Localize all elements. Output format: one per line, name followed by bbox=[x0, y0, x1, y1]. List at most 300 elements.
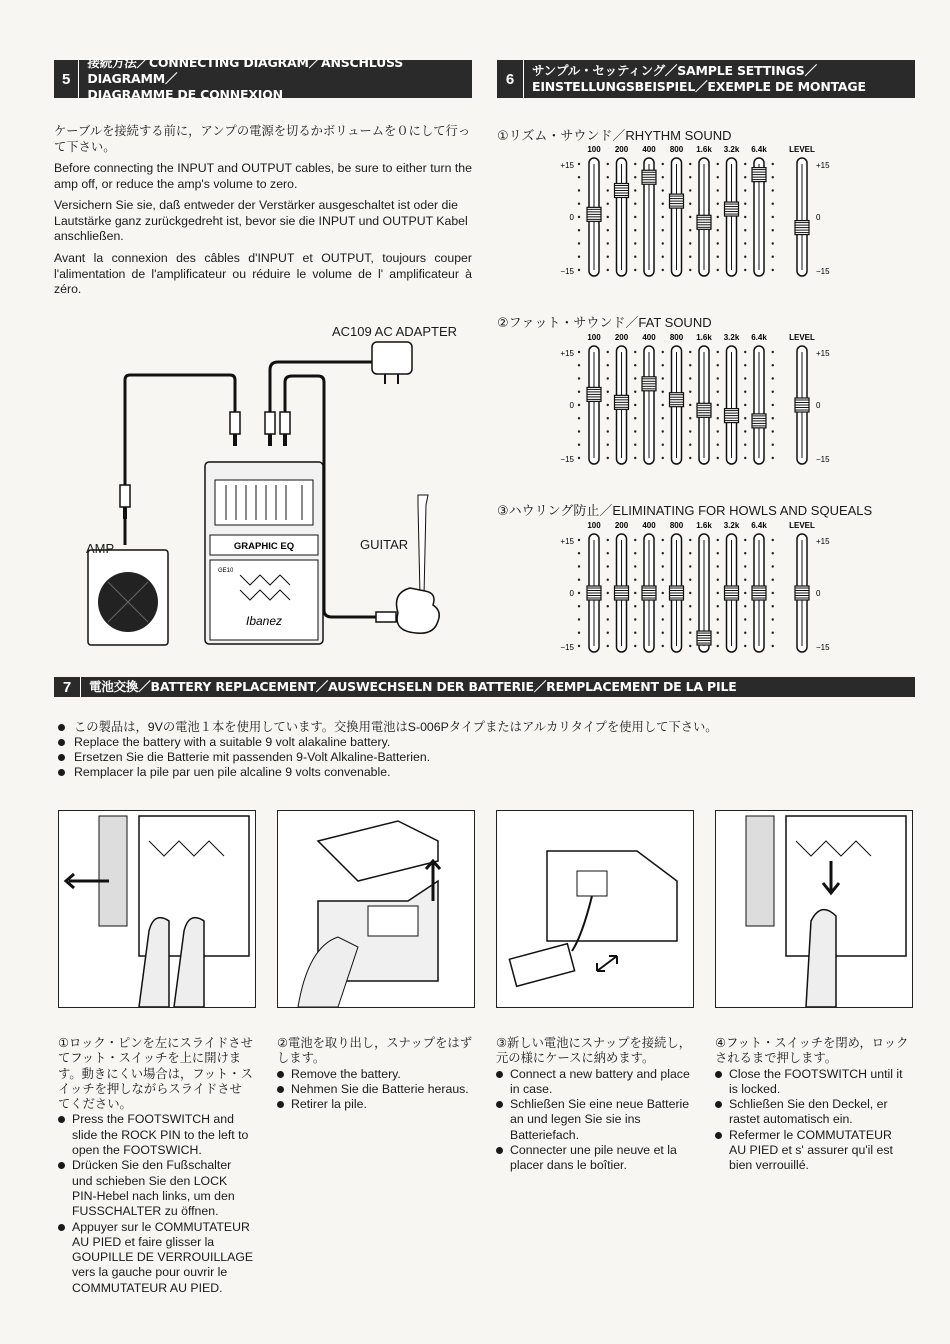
scale-dot bbox=[689, 444, 691, 446]
step-1-jp: ①ロック・ピンを左にスライドさせてフット・スイッチを上に開けます。動きにくい場合は，フット・スイッチを押しながらスライドさせてください。 bbox=[58, 1036, 253, 1112]
scale-dot bbox=[607, 605, 609, 607]
scale-dot bbox=[772, 592, 774, 594]
step-1-de: Drücken Sie den Fußschalter und schieben Sie den LOCK PIN-Hebel nach links, um den FUSSCHALTER zu öffnen. bbox=[58, 1158, 254, 1219]
scale-dot bbox=[607, 256, 609, 258]
section-6-number: 6 bbox=[497, 60, 524, 98]
scale-dot bbox=[772, 203, 774, 205]
scale-dot bbox=[662, 444, 664, 446]
section-6-header bbox=[497, 60, 915, 98]
band-slider-knob bbox=[752, 586, 766, 600]
freq-label: 200 bbox=[614, 145, 629, 154]
scale-dot bbox=[689, 618, 691, 620]
level-scale-label: +15 bbox=[816, 349, 830, 358]
scale-dot bbox=[578, 457, 580, 459]
scale-dot bbox=[717, 256, 719, 258]
scale-dot bbox=[772, 176, 774, 178]
level-scale-label: −15 bbox=[816, 643, 830, 652]
scale-dot bbox=[607, 457, 609, 459]
step-4-de: Schließen Sie den Deckel, er rastet automatisch ein. bbox=[715, 1097, 911, 1128]
freq-label: 100 bbox=[587, 333, 601, 342]
scale-dot bbox=[662, 216, 664, 218]
scale-dot bbox=[689, 163, 691, 165]
scale-dot bbox=[717, 592, 719, 594]
scale-dot bbox=[689, 364, 691, 366]
scale-dot bbox=[744, 457, 746, 459]
scale-dot bbox=[744, 417, 746, 419]
scale-dot bbox=[689, 552, 691, 554]
section-6-title bbox=[524, 63, 866, 95]
scale-dot bbox=[578, 552, 580, 554]
scale-dot bbox=[717, 176, 719, 178]
section-5-title-line2: DIAGRAMME DE CONNEXION bbox=[87, 87, 283, 102]
scale-dot bbox=[607, 552, 609, 554]
freq-label: 800 bbox=[669, 145, 684, 154]
scale-dot bbox=[634, 242, 636, 244]
battery-step-1-illustration bbox=[58, 810, 256, 1008]
scale-dot bbox=[744, 391, 746, 393]
band-slider-knob bbox=[642, 377, 656, 391]
scale-dot bbox=[607, 242, 609, 244]
scale-dot bbox=[717, 565, 719, 567]
scale-dot bbox=[634, 404, 636, 406]
scale-label: 0 bbox=[569, 589, 574, 598]
scale-dot bbox=[772, 242, 774, 244]
scale-dot bbox=[717, 269, 719, 271]
scale-dot bbox=[634, 391, 636, 393]
scale-dot bbox=[607, 189, 609, 191]
scale-dot bbox=[689, 539, 691, 541]
battery-step-1-text bbox=[58, 1036, 254, 1296]
scale-dot bbox=[744, 632, 746, 634]
freq-label: 3.2k bbox=[723, 521, 740, 530]
section-5-para-en: Before connecting the INPUT and OUTPUT cables, be sure to either turn the amp off, or reduce the amp's volume to zero. bbox=[54, 161, 472, 191]
scale-dot bbox=[717, 163, 719, 165]
scale-dot bbox=[607, 444, 609, 446]
scale-dot bbox=[607, 618, 609, 620]
scale-dot bbox=[717, 579, 719, 581]
scale-dot bbox=[634, 645, 636, 647]
scale-dot bbox=[578, 645, 580, 647]
scale-dot bbox=[772, 256, 774, 258]
scale-dot bbox=[744, 176, 746, 178]
section-7-title: 電池交換／BATTERY REPLACEMENT／AUSWECHSELN DER BATTERIE／REMPLACEMENT DE LA PILE bbox=[89, 679, 737, 694]
scale-dot bbox=[578, 565, 580, 567]
scale-dot bbox=[717, 391, 719, 393]
scale-dot bbox=[578, 377, 580, 379]
connection-diagram bbox=[80, 320, 480, 650]
scale-dot bbox=[607, 269, 609, 271]
scale-dot bbox=[689, 391, 691, 393]
scale-dot bbox=[607, 430, 609, 432]
scale-dot bbox=[634, 229, 636, 231]
scale-dot bbox=[662, 163, 664, 165]
scale-dot bbox=[717, 552, 719, 554]
section-6-title-line1: サンプル・セッティング／SAMPLE SETTINGS／ bbox=[532, 63, 817, 78]
scale-dot bbox=[744, 351, 746, 353]
level-scale-label: −15 bbox=[816, 267, 830, 276]
level-scale-label: 0 bbox=[816, 213, 821, 222]
scale-dot bbox=[634, 592, 636, 594]
scale-dot bbox=[578, 404, 580, 406]
adapter-label: AC109 AC ADAPTER bbox=[332, 324, 457, 339]
scale-label: −15 bbox=[560, 455, 574, 464]
band-slider-knob bbox=[587, 207, 601, 221]
scale-dot bbox=[717, 444, 719, 446]
scale-dot bbox=[772, 579, 774, 581]
freq-label: 200 bbox=[614, 521, 629, 530]
scale-dot bbox=[772, 430, 774, 432]
scale-dot bbox=[744, 618, 746, 620]
scale-dot bbox=[772, 417, 774, 419]
battery-step-2-text bbox=[277, 1036, 473, 1112]
step-3-en: Connect a new battery and place in case. bbox=[496, 1067, 692, 1098]
scale-dot bbox=[717, 645, 719, 647]
scale-dot bbox=[689, 579, 691, 581]
scale-dot bbox=[689, 605, 691, 607]
scale-dot bbox=[578, 242, 580, 244]
step-3-jp: ③新しい電池にスナップを接続し，元の様にケースに納めます。 bbox=[496, 1036, 691, 1066]
section-5-header bbox=[54, 55, 472, 102]
scale-dot bbox=[772, 457, 774, 459]
scale-dot bbox=[772, 351, 774, 353]
band-slider-knob bbox=[670, 194, 684, 208]
scale-dot bbox=[634, 565, 636, 567]
battery-bullet-jp: この製品は，9Vの電池１本を使用しています。交換用電池はS-006Pタイプまたはアルカリタイプを使用して下さい。 bbox=[56, 720, 916, 735]
pedal-name: GRAPHIC EQ bbox=[233, 541, 295, 552]
scale-dot bbox=[689, 216, 691, 218]
scale-dot bbox=[662, 605, 664, 607]
step-3-de: Schließen Sie eine neue Batterie an und legen Sie sie ins Batteriefach. bbox=[496, 1097, 692, 1143]
freq-label: 400 bbox=[642, 145, 656, 154]
scale-dot bbox=[634, 632, 636, 634]
scale-dot bbox=[662, 242, 664, 244]
scale-dot bbox=[772, 605, 774, 607]
freq-label: 1.6k bbox=[696, 333, 712, 342]
scale-dot bbox=[689, 457, 691, 459]
scale-dot bbox=[744, 552, 746, 554]
battery-step-3-text bbox=[496, 1036, 692, 1174]
scale-dot bbox=[578, 618, 580, 620]
section-6-title-line2: EINSTELLUNGSBEISPIEL／EXEMPLE DE MONTAGE bbox=[532, 79, 866, 94]
scale-dot bbox=[607, 565, 609, 567]
battery-step-4-illustration bbox=[715, 810, 913, 1008]
scale-dot bbox=[744, 444, 746, 446]
scale-dot bbox=[634, 163, 636, 165]
scale-dot bbox=[634, 539, 636, 541]
scale-dot bbox=[578, 229, 580, 231]
freq-label: 800 bbox=[669, 333, 684, 342]
scale-dot bbox=[717, 216, 719, 218]
battery-step-2-illustration bbox=[277, 810, 475, 1008]
scale-label: +15 bbox=[560, 537, 574, 546]
scale-dot bbox=[634, 269, 636, 271]
eq-panel-fat bbox=[560, 330, 835, 470]
scale-dot bbox=[578, 417, 580, 419]
scale-dot bbox=[634, 364, 636, 366]
freq-label: 200 bbox=[614, 333, 629, 342]
scale-dot bbox=[744, 269, 746, 271]
scale-dot bbox=[607, 216, 609, 218]
scale-dot bbox=[634, 552, 636, 554]
section-7-header bbox=[54, 677, 915, 697]
scale-dot bbox=[607, 377, 609, 379]
step-2-jp: ②電池を取り出し，スナップをはずします。 bbox=[277, 1036, 472, 1066]
level-label: LEVEL bbox=[789, 333, 815, 342]
freq-label: 400 bbox=[642, 521, 656, 530]
eq-setting-title-1: ①リズム・サウンド／RHYTHM SOUND bbox=[497, 128, 732, 143]
scale-label: −15 bbox=[560, 267, 574, 276]
eq-setting-title-3: ③ハウリング防止／ELIMINATING FOR HOWLS AND SQUEALS bbox=[497, 503, 873, 518]
scale-dot bbox=[607, 539, 609, 541]
eq-panel-howl bbox=[560, 518, 835, 658]
scale-dot bbox=[634, 457, 636, 459]
scale-dot bbox=[772, 552, 774, 554]
scale-dot bbox=[662, 364, 664, 366]
scale-dot bbox=[717, 618, 719, 620]
scale-dot bbox=[662, 417, 664, 419]
scale-dot bbox=[717, 203, 719, 205]
band-slider-knob bbox=[670, 586, 684, 600]
scale-dot bbox=[772, 216, 774, 218]
scale-dot bbox=[744, 216, 746, 218]
step-3-fr: Connecter une pile neuve et la placer dans le boîtier. bbox=[496, 1143, 692, 1174]
scale-dot bbox=[607, 176, 609, 178]
band-slider-knob bbox=[725, 202, 739, 216]
scale-dot bbox=[689, 404, 691, 406]
scale-dot bbox=[717, 242, 719, 244]
scale-dot bbox=[662, 552, 664, 554]
scale-dot bbox=[662, 189, 664, 191]
scale-dot bbox=[772, 444, 774, 446]
level-slider-knob bbox=[795, 586, 809, 600]
freq-label: 100 bbox=[587, 521, 601, 530]
scale-dot bbox=[689, 645, 691, 647]
level-scale-label: 0 bbox=[816, 401, 821, 410]
eq-setting-title-2: ②ファット・サウンド／FAT SOUND bbox=[497, 315, 712, 330]
scale-dot bbox=[578, 203, 580, 205]
scale-dot bbox=[607, 579, 609, 581]
level-scale-label: +15 bbox=[816, 537, 830, 546]
scale-dot bbox=[717, 189, 719, 191]
scale-dot bbox=[744, 645, 746, 647]
scale-label: +15 bbox=[560, 161, 574, 170]
scale-dot bbox=[578, 430, 580, 432]
scale-dot bbox=[662, 579, 664, 581]
level-scale-label: 0 bbox=[816, 589, 821, 598]
band-slider-knob bbox=[725, 409, 739, 423]
band-slider-knob bbox=[697, 631, 711, 645]
scale-dot bbox=[607, 632, 609, 634]
scale-dot bbox=[689, 592, 691, 594]
scale-dot bbox=[689, 565, 691, 567]
scale-dot bbox=[772, 364, 774, 366]
scale-dot bbox=[662, 592, 664, 594]
scale-label: +15 bbox=[560, 349, 574, 358]
scale-dot bbox=[634, 189, 636, 191]
scale-dot bbox=[662, 256, 664, 258]
scale-dot bbox=[717, 605, 719, 607]
level-slider-knob bbox=[795, 398, 809, 412]
scale-dot bbox=[744, 605, 746, 607]
scale-dot bbox=[772, 163, 774, 165]
scale-label: 0 bbox=[569, 213, 574, 222]
scale-dot bbox=[578, 216, 580, 218]
scale-dot bbox=[662, 351, 664, 353]
scale-dot bbox=[772, 377, 774, 379]
guitar-label: GUITAR bbox=[360, 537, 409, 552]
level-label: LEVEL bbox=[789, 145, 815, 154]
scale-dot bbox=[634, 417, 636, 419]
scale-dot bbox=[772, 618, 774, 620]
band-slider-knob bbox=[615, 184, 629, 198]
scale-dot bbox=[744, 565, 746, 567]
scale-dot bbox=[689, 256, 691, 258]
level-scale-label: +15 bbox=[816, 161, 830, 170]
scale-dot bbox=[744, 256, 746, 258]
freq-label: 3.2k bbox=[723, 333, 740, 342]
freq-label: 1.6k bbox=[696, 145, 712, 154]
scale-dot bbox=[772, 632, 774, 634]
scale-dot bbox=[717, 632, 719, 634]
scale-dot bbox=[717, 229, 719, 231]
band-slider-knob bbox=[642, 170, 656, 184]
scale-dot bbox=[662, 539, 664, 541]
scale-dot bbox=[578, 176, 580, 178]
scale-dot bbox=[744, 377, 746, 379]
band-slider-knob bbox=[587, 387, 601, 401]
scale-dot bbox=[634, 216, 636, 218]
band-slider-knob bbox=[642, 586, 656, 600]
scale-dot bbox=[689, 430, 691, 432]
band-slider-knob bbox=[752, 168, 766, 182]
band-slider-knob bbox=[615, 586, 629, 600]
scale-dot bbox=[662, 618, 664, 620]
scale-dot bbox=[744, 189, 746, 191]
scale-dot bbox=[634, 256, 636, 258]
scale-dot bbox=[634, 203, 636, 205]
scale-dot bbox=[689, 632, 691, 634]
scale-dot bbox=[717, 404, 719, 406]
scale-dot bbox=[689, 417, 691, 419]
freq-label: 100 bbox=[587, 145, 601, 154]
scale-dot bbox=[689, 203, 691, 205]
scale-dot bbox=[607, 229, 609, 231]
scale-dot bbox=[578, 444, 580, 446]
scale-dot bbox=[607, 404, 609, 406]
scale-dot bbox=[578, 189, 580, 191]
scale-dot bbox=[662, 269, 664, 271]
band-slider-knob bbox=[725, 586, 739, 600]
scale-dot bbox=[662, 457, 664, 459]
step-4-fr: Refermer le COMMUTATEUR AU PIED et s' assurer qu'il est bien verrouillé. bbox=[715, 1128, 911, 1174]
scale-dot bbox=[689, 229, 691, 231]
scale-dot bbox=[662, 391, 664, 393]
scale-dot bbox=[662, 565, 664, 567]
freq-label: 3.2k bbox=[723, 145, 740, 154]
section-5-para-de: Versichern Sie sie, daß entweder der Verstärker ausgeschaltet ist oder die Lautstärke ganz zurückgedreht ist, bevor sie die INPUT und OUTPUT Kabel anschließen. bbox=[54, 198, 468, 243]
scale-dot bbox=[634, 377, 636, 379]
scale-dot bbox=[744, 203, 746, 205]
scale-dot bbox=[744, 163, 746, 165]
band-slider-knob bbox=[697, 215, 711, 229]
scale-dot bbox=[689, 176, 691, 178]
scale-dot bbox=[634, 618, 636, 620]
scale-dot bbox=[744, 430, 746, 432]
scale-dot bbox=[578, 539, 580, 541]
scale-dot bbox=[662, 632, 664, 634]
step-2-en: Remove the battery. bbox=[277, 1067, 473, 1082]
scale-dot bbox=[662, 404, 664, 406]
section-7-number: 7 bbox=[54, 677, 81, 697]
freq-label: 6.4k bbox=[751, 333, 767, 342]
scale-dot bbox=[578, 351, 580, 353]
scale-dot bbox=[578, 579, 580, 581]
section-5-title-line1: 接続方法／CONNECTING DIAGRAM／ANSCHLUSS DIAGRAMM／ bbox=[87, 55, 404, 86]
section-5-number: 5 bbox=[54, 60, 79, 98]
scale-dot bbox=[578, 269, 580, 271]
scale-dot bbox=[578, 163, 580, 165]
band-slider-knob bbox=[670, 393, 684, 407]
level-slider-knob bbox=[795, 221, 809, 235]
freq-label: 400 bbox=[642, 333, 656, 342]
scale-dot bbox=[717, 417, 719, 419]
scale-dot bbox=[689, 189, 691, 191]
freq-label: 800 bbox=[669, 521, 684, 530]
battery-bullets bbox=[56, 720, 916, 780]
scale-dot bbox=[607, 163, 609, 165]
eq-panel-rhythm bbox=[560, 142, 835, 282]
scale-dot bbox=[689, 269, 691, 271]
scale-dot bbox=[772, 645, 774, 647]
scale-dot bbox=[772, 391, 774, 393]
scale-dot bbox=[634, 351, 636, 353]
scale-dot bbox=[578, 605, 580, 607]
step-1-fr: Appuyer sur le COMMUTATEUR AU PIED et faire glisser la GOUPILLE DE VERROUILLAGE vers la gauche pour ouvrir le COMMUTATEUR AU PIED. bbox=[58, 1220, 254, 1296]
freq-label: 6.4k bbox=[751, 521, 767, 530]
scale-dot bbox=[607, 364, 609, 366]
scale-dot bbox=[744, 404, 746, 406]
scale-dot bbox=[634, 430, 636, 432]
scale-dot bbox=[634, 605, 636, 607]
section-5-title bbox=[79, 55, 472, 103]
scale-dot bbox=[607, 417, 609, 419]
scale-dot bbox=[744, 539, 746, 541]
scale-dot bbox=[744, 229, 746, 231]
scale-dot bbox=[634, 444, 636, 446]
scale-dot bbox=[717, 430, 719, 432]
scale-dot bbox=[717, 351, 719, 353]
step-1-en: Press the FOOTSWITCH and slide the ROCK PIN to the left to open the FOOTSWICH. bbox=[58, 1112, 254, 1158]
band-slider-knob bbox=[615, 395, 629, 409]
scale-dot bbox=[717, 364, 719, 366]
scale-dot bbox=[772, 189, 774, 191]
freq-label: 6.4k bbox=[751, 145, 767, 154]
scale-dot bbox=[578, 364, 580, 366]
scale-dot bbox=[578, 632, 580, 634]
level-label: LEVEL bbox=[789, 521, 815, 530]
scale-dot bbox=[717, 377, 719, 379]
scale-dot bbox=[689, 351, 691, 353]
battery-bullet-fr: Remplacer la pile par uen pile alcaline 9 volts convenable. bbox=[56, 765, 916, 780]
scale-dot bbox=[689, 377, 691, 379]
scale-dot bbox=[607, 203, 609, 205]
step-2-fr: Retirer la pile. bbox=[277, 1097, 473, 1112]
amp-label: AMP bbox=[86, 541, 115, 556]
scale-dot bbox=[662, 645, 664, 647]
freq-label: 1.6k bbox=[696, 521, 712, 530]
band-slider-knob bbox=[587, 586, 601, 600]
pedal-model: GE10 bbox=[218, 568, 234, 574]
